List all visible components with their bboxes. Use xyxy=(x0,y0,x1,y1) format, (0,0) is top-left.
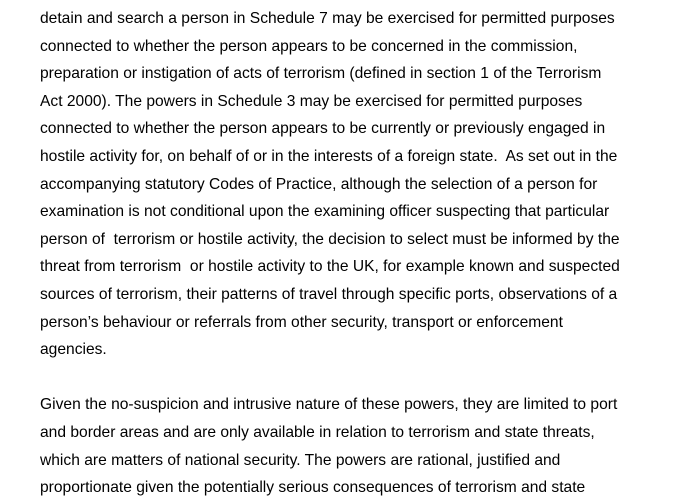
document-body xyxy=(40,5,650,502)
text-line: which are matters of national security. The powers are rational, justified and xyxy=(40,451,561,469)
text-line: proportionate given the potentially serious consequences of terrorism and state xyxy=(40,479,586,497)
text-line: connected to whether the person appears to be currently or previously engaged in xyxy=(40,120,606,138)
text-line: threat from terrorism or hostile activity to the UK, for example known and suspected xyxy=(40,258,620,276)
text-line: person’s behaviour or referrals from other security, transport or enforcement xyxy=(40,313,563,331)
paragraph-spacer xyxy=(40,364,650,392)
text-line: Given the no-suspicion and intrusive nature of these powers, they are limited to port xyxy=(40,396,618,414)
text-line: hostile activity for, on behalf of or in the interests of a foreign state. As set out in the xyxy=(40,147,618,165)
text-line: and border areas and are only available in relation to terrorism and state threats, xyxy=(40,423,595,441)
text-line: connected to whether the person appears to be concerned in the commission, xyxy=(40,37,578,55)
text-line: examination is not conditional upon the examining officer suspecting that particular xyxy=(40,203,610,221)
paragraph-schedule-powers xyxy=(40,5,650,364)
text-line: person of terrorism or hostile activity, the decision to select must be informed by the xyxy=(40,230,620,248)
text-line: accompanying statutory Codes of Practice, although the selection of a person for xyxy=(40,175,598,193)
text-line: agencies. xyxy=(40,341,107,359)
text-line: Act 2000). The powers in Schedule 3 may be exercised for permitted purposes xyxy=(40,92,583,110)
text-line: detain and search a person in Schedule 7 may be exercised for permitted purposes xyxy=(40,10,615,27)
text-line: sources of terrorism, their patterns of travel through specific ports, observations of a xyxy=(40,285,618,303)
paragraph-no-suspicion xyxy=(40,391,650,501)
text-line: preparation or instigation of acts of terrorism (defined in section 1 of the Terrorism xyxy=(40,65,602,83)
